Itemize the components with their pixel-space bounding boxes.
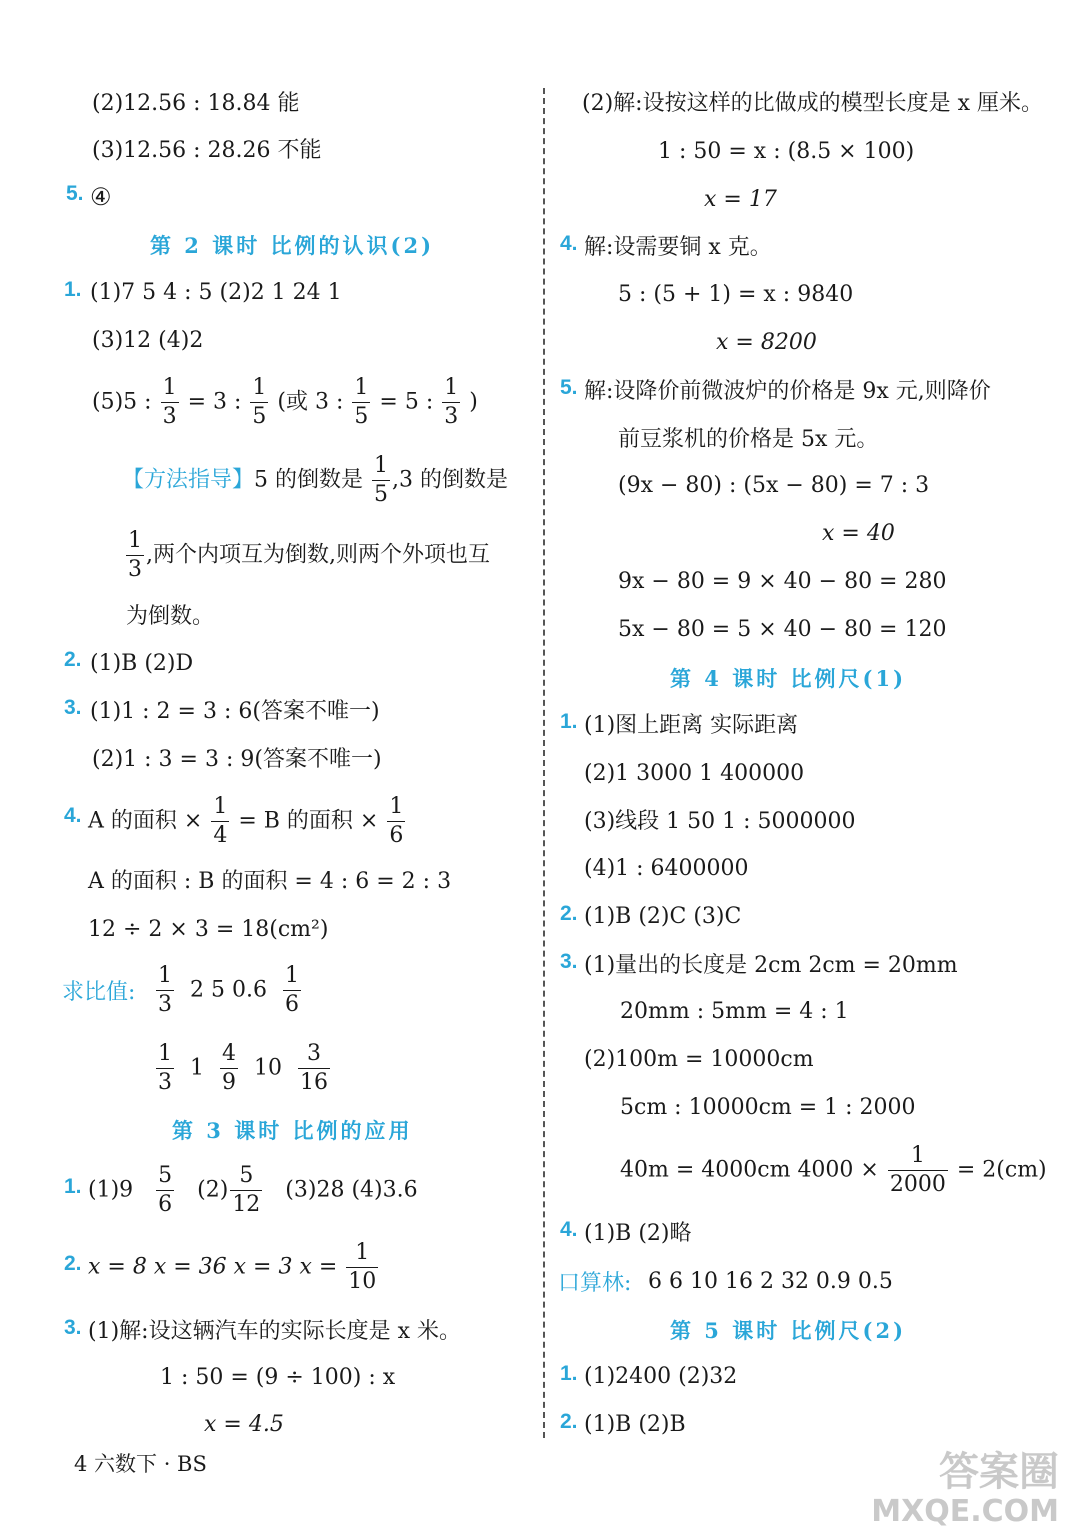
fraction: [156, 1165, 174, 1216]
fraction: [161, 377, 179, 428]
question-number: 3.: [64, 1316, 82, 1339]
numerator: 4: [220, 1043, 238, 1069]
page-footer: 4 六数下 · BS: [74, 1452, 207, 1476]
answer-line: x = 40: [822, 521, 895, 546]
denominator: 9: [222, 1070, 236, 1095]
watermark-logo: [871, 1449, 1059, 1532]
fraction: [387, 796, 405, 847]
answer-line: 解:设需要铜 x 克。: [584, 235, 772, 260]
numerator: 1: [161, 377, 179, 403]
numerator: 5: [156, 1165, 174, 1191]
answer-line: 9x − 80 = 9 × 40 − 80 = 280: [618, 569, 947, 594]
text-segment: ,3 的倒数是: [392, 467, 508, 493]
denominator: 3: [158, 992, 172, 1017]
answer-line: 1 : 50 = (9 ÷ 100) : x: [160, 1365, 396, 1390]
answer-line: A 的面积 : B 的面积 = 4 : 6 = 2 : 3: [88, 869, 452, 894]
tip-label: 【方法指导】: [122, 467, 255, 493]
text-segment: = 5 :: [379, 389, 434, 415]
answer-line: [88, 796, 407, 847]
answer-line: [154, 965, 303, 1016]
question-number: 2.: [64, 648, 82, 671]
answer-line: [88, 1242, 380, 1293]
fraction: [346, 1242, 378, 1293]
numerator: 1: [346, 1242, 378, 1268]
denominator: 16: [300, 1070, 328, 1095]
answer-line: (1)B (2)B: [584, 1412, 686, 1437]
denominator: 3: [128, 557, 142, 582]
answer-line: (2)12.56 : 18.84 能: [92, 91, 300, 116]
question-number: 3.: [64, 696, 82, 719]
numerator: 1: [126, 530, 144, 556]
method-tip: 为倒数。: [126, 604, 215, 629]
question-number: 4.: [560, 232, 578, 255]
numerator: 1: [888, 1145, 948, 1171]
question-number: 2.: [560, 902, 578, 925]
answer-line: 5x − 80 = 5 × 40 − 80 = 120: [618, 617, 947, 642]
numerator: 1: [387, 796, 405, 822]
method-tip: [122, 455, 508, 506]
question-number: 4.: [560, 1218, 578, 1241]
fraction: [250, 377, 268, 428]
fraction: [211, 796, 229, 847]
denominator: 12: [232, 1192, 261, 1217]
denominator: 2000: [889, 1172, 946, 1197]
question-number: 3.: [560, 950, 578, 973]
numerator: 1: [442, 377, 460, 403]
answer-line: (1)7 5 4 : 5 (2)2 1 24 1: [90, 280, 342, 305]
answer-line: 1 : 50 = x : (8.5 × 100): [658, 139, 915, 164]
question-number: 1.: [64, 278, 82, 301]
denominator: 3: [162, 404, 177, 429]
answer-line: ④: [90, 183, 112, 211]
answer-line: (3)12 (4)2: [92, 328, 204, 353]
denominator: 6: [158, 1192, 173, 1217]
denominator: 3: [158, 1070, 172, 1095]
answer-line: (1)B (2)D: [90, 651, 194, 676]
fraction: [156, 965, 174, 1016]
fraction: [888, 1145, 948, 1196]
denominator: 10: [348, 1269, 377, 1294]
answer-line: (1)1 : 2 = 3 : 6(答案不唯一): [90, 699, 380, 724]
fraction: [126, 530, 144, 581]
denominator: 4: [213, 823, 228, 848]
fraction: [372, 455, 390, 506]
numerator: 1: [352, 377, 370, 403]
answer-line: x = 17: [704, 187, 777, 212]
text-segment: x = 8 x = 36 x = 3 x =: [88, 1254, 338, 1280]
answer-line: [154, 1043, 332, 1094]
answer-line: (1)2400 (2)32: [584, 1364, 738, 1389]
denominator: 6: [389, 823, 404, 848]
numerator: 5: [230, 1165, 262, 1191]
text-segment: ,两个内项互为倒数,则两个外项也互: [146, 542, 490, 568]
answer-line: (4)1 : 6400000: [584, 856, 749, 881]
numerator: 3: [298, 1043, 330, 1069]
question-number: 2.: [64, 1252, 82, 1275]
section-heading: 第 3 课时 比例的应用: [172, 1118, 413, 1143]
denominator: 3: [444, 404, 459, 429]
denominator: 5: [354, 404, 369, 429]
fraction: [220, 1043, 238, 1094]
answer-line: 20mm : 5mm = 4 : 1: [620, 999, 849, 1024]
denominator: 5: [252, 404, 267, 429]
fraction: [283, 965, 301, 1016]
text-segment: 40m = 4000cm 4000 ×: [620, 1157, 879, 1183]
answer-line: (1)图上距离 实际距离: [584, 713, 799, 738]
question-number: 4.: [64, 804, 82, 827]
answer-line: (2)100m = 10000cm: [584, 1047, 814, 1072]
question-number: 5.: [66, 182, 84, 205]
text-segment: A 的面积 ×: [88, 808, 203, 834]
answer-line: (2)1 3000 1 400000: [584, 761, 805, 786]
answer-line: 5 : (5 + 1) = x : 9840: [618, 282, 854, 307]
answer-line: [88, 1165, 418, 1216]
text-segment: (3)28 (4)3.6: [285, 1177, 418, 1203]
ratio-label: 求比值:: [62, 980, 136, 1005]
denominator: 5: [374, 482, 389, 507]
answer-line: (2)1 : 3 = 3 : 9(答案不唯一): [92, 747, 382, 772]
method-tip: [124, 530, 490, 581]
text-segment: (1)9: [88, 1177, 134, 1203]
text-segment: 5 的倒数是: [254, 467, 364, 493]
text-segment: ): [469, 389, 478, 415]
fraction: [298, 1043, 330, 1094]
numerator: 1: [372, 455, 390, 481]
text-segment: (5)5 :: [92, 389, 152, 415]
question-number: 5.: [560, 376, 578, 399]
mental-calc-label: 口算林:: [558, 1271, 632, 1296]
answer-line: x = 4.5: [204, 1412, 284, 1437]
question-number: 1.: [560, 1362, 578, 1385]
numerator: 1: [283, 965, 301, 991]
text-segment: = B 的面积 ×: [238, 808, 379, 834]
fraction: [352, 377, 370, 428]
numerator: 1: [156, 1043, 174, 1069]
column-divider: [543, 88, 545, 1438]
fraction: [442, 377, 460, 428]
answer-line: (1)B (2)C (3)C: [584, 904, 742, 929]
answer-line: (3)12.56 : 28.26 不能: [92, 138, 322, 163]
answer-line: x = 8200: [716, 330, 817, 355]
section-heading: 第 2 课时 比例的认识(2): [150, 233, 435, 258]
numerator: 1: [250, 377, 268, 403]
section-heading: 第 4 课时 比例尺(1): [670, 666, 907, 691]
answer-line: [620, 1145, 1047, 1196]
answer-line: (3)线段 1 50 1 : 5000000: [584, 809, 856, 834]
text-segment: = 3 :: [187, 389, 242, 415]
text-segment: 2 5 0.6: [190, 977, 267, 1003]
answer-line: (9x − 80) : (5x − 80) = 7 : 3: [618, 473, 930, 498]
text-segment: (或 3 :: [277, 389, 344, 415]
watermark-url: MXQE.COM: [871, 1494, 1059, 1529]
text-segment: (2): [197, 1177, 229, 1203]
question-number: 1.: [560, 710, 578, 733]
answer-line: 6 6 10 16 2 32 0.9 0.5: [648, 1269, 893, 1294]
text-segment: 10: [254, 1055, 282, 1081]
question-number: 1.: [64, 1175, 82, 1198]
denominator: 6: [284, 992, 299, 1017]
answer-line: [92, 377, 478, 428]
answer-line: 解:设降价前微波炉的价格是 9x 元,则降价: [584, 379, 991, 404]
answer-line: (2)解:设按这样的比做成的模型长度是 x 厘米。: [582, 91, 1043, 116]
answer-line: (1)解:设这辆汽车的实际长度是 x 米。: [88, 1319, 461, 1344]
answer-line: 5cm : 10000cm = 1 : 2000: [620, 1095, 916, 1120]
numerator: 1: [211, 796, 229, 822]
fraction: [230, 1165, 262, 1216]
section-heading: 第 5 课时 比例尺(2): [670, 1318, 907, 1343]
answer-line: (1)量出的长度是 2cm 2cm = 20mm: [584, 953, 958, 978]
watermark-text: 答案圈: [939, 1449, 1059, 1495]
answer-line: 前豆浆机的价格是 5x 元。: [618, 427, 879, 452]
numerator: 1: [156, 965, 174, 991]
answer-line: (1)B (2)略: [584, 1221, 692, 1246]
text-segment: = 2(cm): [956, 1157, 1047, 1183]
fraction: [156, 1043, 174, 1094]
question-number: 2.: [560, 1410, 578, 1433]
text-segment: 1: [190, 1055, 204, 1081]
answer-line: 12 ÷ 2 × 3 = 18(cm²): [88, 917, 329, 942]
